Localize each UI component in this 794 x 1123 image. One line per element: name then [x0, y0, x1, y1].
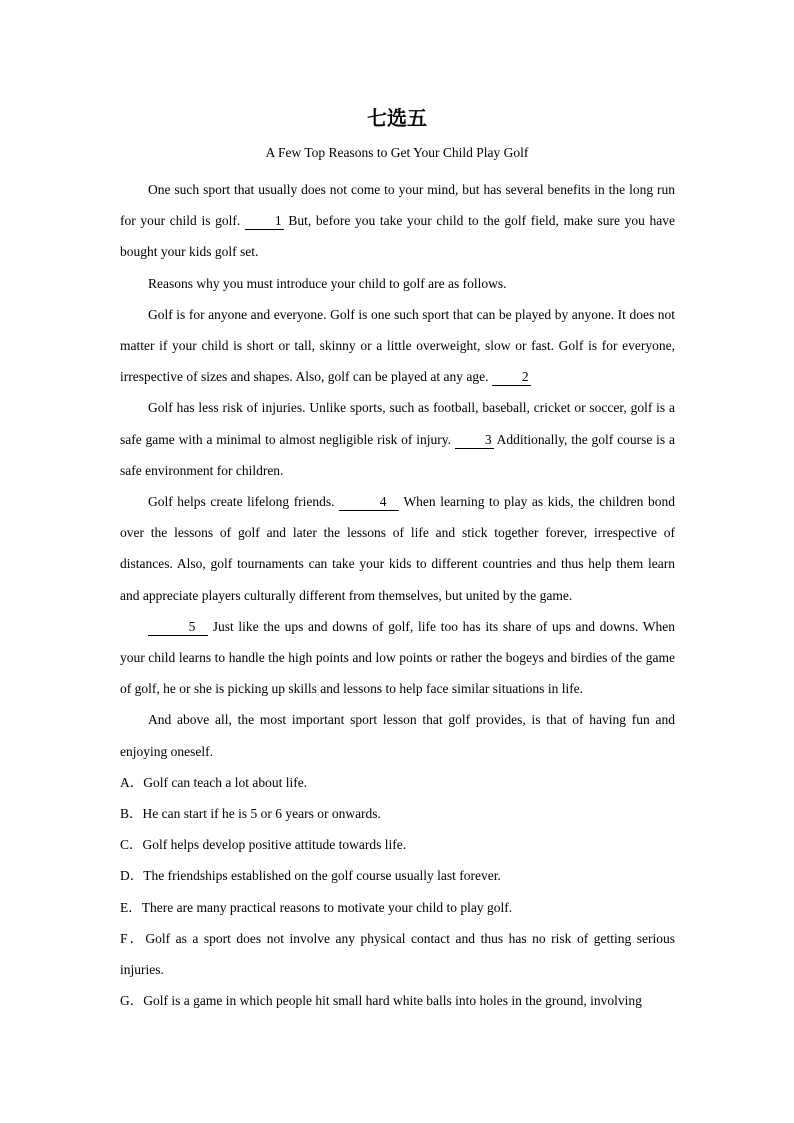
blank-4[interactable]: 4 [339, 494, 399, 511]
paragraph-text: One such sport that usually does not come to your mind, but has several benefits in the long run for your child is golf. [120, 182, 675, 229]
paragraph-text: Additionally, the golf course is a safe environment for children. [120, 431, 676, 478]
paragraph-3 [120, 299, 675, 393]
paragraph-text: Golf has less risk of injuries. Unlike sports, such as football, baseball, cricket or soccer, golf is a safe game with a minimal to almost negligible risk of injury. [120, 400, 675, 447]
paragraph-5 [120, 486, 675, 611]
paragraph-2: Reasons why you must introduce your child to golf are as follows. [148, 275, 507, 291]
blank-3[interactable]: 3 [455, 432, 494, 449]
paragraph-text: But, before you take your child to the golf field, make sure you have bought your kids golf set. [120, 213, 675, 260]
option-c: C．Golf helps develop positive attitude towards life. [120, 837, 407, 853]
option-d: D．The friendships established on the golf course usually last forever. [120, 868, 501, 884]
paragraph-6 [120, 611, 675, 705]
paragraph-text: Just like the ups and downs of golf, life too has its share of ups and downs. When your child learns to handle the high points and low points or rather the bogeys and birdies of the game of golf, he or she is picking up skills and lessons to help face similar situations in life. [120, 618, 675, 697]
article-subtitle: A Few Top Reasons to Get Your Child Play Golf [265, 145, 529, 160]
paragraph-text: Golf helps create lifelong friends. [148, 494, 340, 510]
paragraph-1 [120, 174, 675, 268]
option-a: A．Golf can teach a lot about life. [120, 774, 308, 790]
option-f: F．Golf as a sport does not involve any physical contact and thus has no risk of getting serious injuries. [120, 930, 675, 978]
option-g: G．Golf is a game in which people hit small hard white balls into holes in the ground, involving [120, 993, 642, 1009]
paragraph-text: Golf is for anyone and everyone. Golf is one such sport that can be played by anyone. It does not matter if your child is short or tall, skinny or a little overweight, slow or fast. Golf is for everyone, irrespective of sizes and shapes. Also, golf can be played at any age. [120, 306, 675, 385]
paragraph-4 [120, 392, 675, 486]
blank-5[interactable]: 5 [148, 619, 208, 636]
page-title: 七选五 [367, 106, 427, 130]
paragraph-7: And above all, the most important sport lesson that golf provides, is that of having fun and enjoying oneself. [120, 712, 675, 759]
option-b: B．He can start if he is 5 or 6 years or onwards. [120, 806, 381, 822]
option-e: E．There are many practical reasons to motivate your child to play golf. [120, 899, 513, 915]
article-body [120, 174, 675, 1016]
blank-1[interactable]: 1 [245, 213, 284, 230]
blank-2[interactable]: 2 [492, 369, 531, 386]
paragraph-text: When learning to play as kids, the children bond over the lessons of golf and later the lessons of life and stick together forever, irrespective of distances. Also, golf tournaments can take your kids to different countries and thus help them learn and appreciate players culturally different from themselves, but united by the game. [120, 494, 675, 603]
